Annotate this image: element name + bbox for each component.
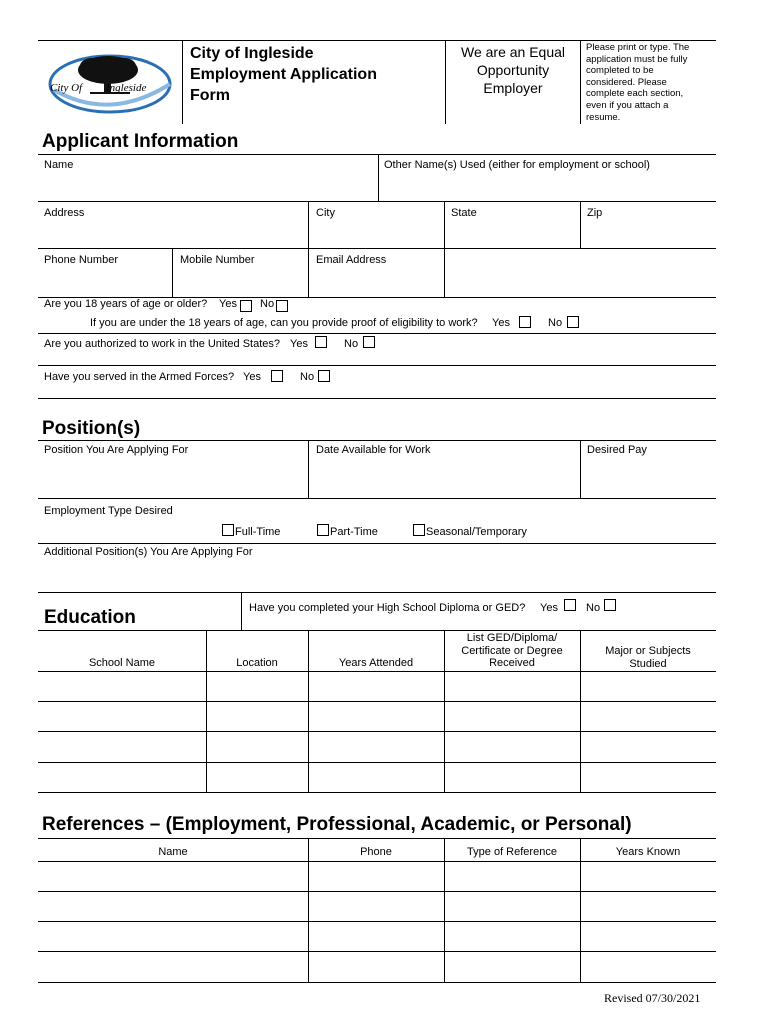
- oak-tree-icon: [44, 44, 176, 116]
- form-title-line-2: Employment Application: [190, 66, 377, 83]
- date-available-label: Date Available for Work: [316, 444, 431, 456]
- rule: [38, 398, 716, 399]
- instructions-line: completed to be: [586, 65, 654, 77]
- rule: [38, 440, 716, 441]
- name-field[interactable]: [40, 173, 376, 199]
- instructions-line: Please print or type. The: [586, 42, 690, 53]
- col-divider: [580, 440, 581, 498]
- hs-no-label: No: [586, 602, 601, 614]
- edu-col-major: Major or Subjects Studied: [605, 645, 691, 670]
- armed-no-checkbox[interactable]: [318, 370, 330, 382]
- edu-col-location: Location: [236, 657, 278, 669]
- armed-yes-checkbox[interactable]: [271, 370, 283, 382]
- position-applying-field[interactable]: [40, 459, 306, 496]
- seasonal-label: Seasonal/Temporary: [426, 526, 527, 538]
- under18-no-checkbox[interactable]: [567, 316, 579, 328]
- education-row-2-field[interactable]: [40, 703, 714, 730]
- table-row: [38, 891, 716, 892]
- table-row: [38, 762, 716, 763]
- rule: [38, 630, 716, 631]
- other-names-label: Other Name(s) Used (either for employment or school): [384, 159, 650, 171]
- instructions-line: considered. Please: [586, 76, 667, 88]
- ref-col-years: Years Known: [615, 846, 681, 858]
- additional-positions-field[interactable]: [40, 560, 714, 590]
- instructions-line: complete each section,: [586, 88, 684, 100]
- table-row: [38, 701, 716, 702]
- col-divider: [580, 201, 581, 248]
- instructions-line: application must be fully: [586, 53, 688, 65]
- rule: [38, 333, 716, 334]
- logo-text-ingleside: Ingleside: [106, 82, 147, 94]
- education-row-1-field[interactable]: [40, 673, 714, 700]
- city-logo: [44, 44, 176, 116]
- full-time-label: Full-Time: [235, 526, 281, 538]
- armed-forces-question: Have you served in the Armed Forces?: [44, 371, 235, 383]
- address-label: Address: [44, 207, 85, 219]
- additional-positions-label: Additional Position(s) You Are Applying For: [44, 546, 253, 558]
- authorized-question: Are you authorized to work in the United States?: [44, 338, 281, 350]
- zip-label: Zip: [587, 207, 603, 219]
- authorized-yes-label: Yes: [290, 338, 308, 350]
- col-divider: [308, 201, 309, 248]
- employment-type-label: Employment Type Desired: [44, 505, 173, 517]
- ref-col-name: Name: [158, 846, 188, 858]
- mobile-field[interactable]: [174, 268, 306, 295]
- top-rule: [38, 40, 716, 41]
- age-question: Are you 18 years of age or older?: [44, 298, 208, 310]
- col-divider: [241, 592, 242, 630]
- eeo-line-1: We are an Equal: [460, 44, 566, 60]
- full-time-checkbox[interactable]: [222, 524, 234, 536]
- authorized-yes-checkbox[interactable]: [315, 336, 327, 348]
- high-school-question: Have you completed your High School Diploma or GED?: [249, 602, 526, 614]
- rule: [38, 838, 716, 839]
- other-names-field[interactable]: [380, 173, 714, 199]
- rule: [38, 592, 716, 593]
- desired-pay-label: Desired Pay: [587, 444, 647, 456]
- references-section-heading: References – (Employment, Professional, Academic, or Personal): [42, 814, 632, 835]
- zip-field[interactable]: [582, 220, 714, 246]
- phone-field[interactable]: [40, 268, 170, 295]
- table-row: [38, 951, 716, 952]
- rule: [38, 498, 716, 499]
- hs-yes-checkbox[interactable]: [564, 599, 576, 611]
- table-row: [38, 731, 716, 732]
- reference-row-1-field[interactable]: [40, 863, 714, 890]
- date-available-field[interactable]: [310, 459, 578, 496]
- instructions-note: [586, 42, 716, 123]
- table-row: [38, 861, 716, 862]
- rule: [38, 154, 716, 155]
- part-time-label: Part-Time: [330, 526, 378, 538]
- mobile-label: Mobile Number: [180, 254, 255, 266]
- age-no-label: No: [260, 298, 275, 310]
- hs-yes-label: Yes: [540, 602, 558, 614]
- state-label: State: [451, 207, 477, 219]
- header-divider-1: [182, 40, 183, 124]
- instructions-line: even if you attach a: [586, 99, 669, 111]
- under18-question: If you are under the 18 years of age, can you provide proof of eligibility to work?: [90, 317, 478, 329]
- education-row-4-field[interactable]: [40, 764, 714, 791]
- edu-col-degree: List GED/Diploma/ Certificate or Degree Received: [461, 632, 563, 669]
- under18-yes-checkbox[interactable]: [519, 316, 531, 328]
- table-row: [38, 671, 716, 672]
- armed-no-label: No: [300, 371, 315, 383]
- part-time-checkbox[interactable]: [317, 524, 329, 536]
- seasonal-checkbox[interactable]: [413, 524, 425, 536]
- desired-pay-field[interactable]: [582, 459, 714, 496]
- name-label: Name: [44, 159, 74, 171]
- reference-row-4-field[interactable]: [40, 953, 714, 980]
- age-no-checkbox[interactable]: [276, 300, 288, 312]
- ref-col-phone: Phone: [360, 846, 392, 858]
- applicant-section-heading: Applicant Information: [42, 131, 239, 152]
- edu-col-years: Years Attended: [338, 657, 414, 669]
- col-divider: [308, 440, 309, 498]
- revision-date: Revised 07/30/2021: [604, 991, 701, 1005]
- education-section-heading: Education: [44, 607, 136, 628]
- armed-yes-label: Yes: [243, 371, 261, 383]
- eeo-line-2: Opportunity: [476, 62, 550, 78]
- instructions-line: resume.: [586, 111, 621, 123]
- ref-col-type: Type of Reference: [467, 846, 557, 858]
- rule: [38, 543, 716, 544]
- logo-text-city: City Of: [50, 82, 83, 94]
- email-field[interactable]: [310, 268, 714, 295]
- rule: [38, 248, 716, 249]
- form-title-line-1: City of Ingleside: [190, 45, 314, 62]
- col-divider: [172, 248, 173, 297]
- col-divider: [378, 154, 379, 201]
- city-field[interactable]: [310, 220, 442, 246]
- form-title: [190, 43, 377, 106]
- phone-label: Phone Number: [44, 254, 118, 266]
- table-row: [38, 982, 716, 983]
- under18-yes-label: Yes: [492, 317, 510, 329]
- reference-row-3-field[interactable]: [40, 923, 714, 950]
- position-applying-label: Position You Are Applying For: [44, 444, 189, 456]
- hs-no-checkbox[interactable]: [604, 599, 616, 611]
- authorized-no-checkbox[interactable]: [363, 336, 375, 348]
- table-row: [38, 921, 716, 922]
- table-row: [38, 792, 716, 793]
- header-divider-3: [580, 40, 581, 124]
- state-field[interactable]: [446, 220, 578, 246]
- eeo-statement: [446, 43, 580, 97]
- rule: [38, 201, 716, 202]
- col-divider: [308, 248, 309, 297]
- education-row-3-field[interactable]: [40, 733, 714, 760]
- email-label: Email Address: [316, 254, 387, 266]
- edu-col-school: School Name: [88, 657, 156, 669]
- rule: [38, 365, 716, 366]
- age-yes-label: Yes: [219, 298, 237, 310]
- form-title-line-3: Form: [190, 87, 230, 104]
- city-label: City: [316, 207, 335, 219]
- eeo-line-3: Employer: [483, 80, 543, 96]
- positions-section-heading: Position(s): [42, 418, 141, 439]
- under18-no-label: No: [548, 317, 563, 329]
- authorized-no-label: No: [344, 338, 359, 350]
- address-field[interactable]: [40, 220, 306, 246]
- reference-row-2-field[interactable]: [40, 893, 714, 920]
- age-yes-checkbox[interactable]: [240, 300, 252, 312]
